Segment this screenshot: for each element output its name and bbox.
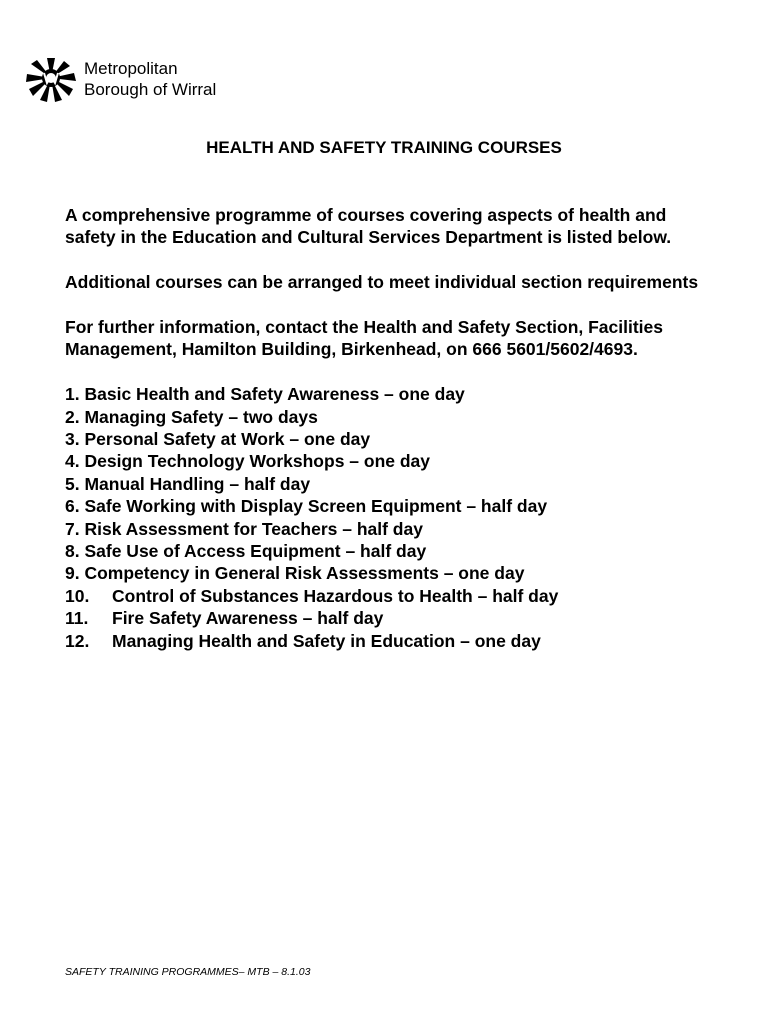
wirral-sunburst-logo-icon <box>24 56 78 104</box>
course-text: Competency in General Risk Assessments – one day <box>84 563 525 584</box>
course-number: 2. <box>65 406 80 427</box>
course-text: Manual Handling – half day <box>84 473 311 494</box>
course-text: Safe Use of Access Equipment – half day <box>84 541 427 562</box>
course-text: Risk Assessment for Teachers – half day <box>84 518 423 539</box>
course-item <box>65 607 705 629</box>
course-number: 4. <box>65 451 80 472</box>
org-name-line1: Metropolitan <box>84 59 178 78</box>
course-item <box>65 585 705 607</box>
org-name-line2: Borough of Wirral <box>84 80 217 99</box>
course-number: 11. <box>65 608 89 629</box>
course-item <box>65 540 705 562</box>
course-number: 3. <box>65 429 80 450</box>
course-item <box>65 518 705 540</box>
course-text: Managing Safety – two days <box>84 406 318 427</box>
course-number: 6. <box>65 496 80 517</box>
course-list <box>65 383 705 652</box>
intro-paragraph: A comprehensive programme of courses covering aspects of health and safety in the Education and Cultural Services Department is listed below. <box>65 205 672 248</box>
course-text: Control of Substances Hazardous to Health – half day <box>112 585 559 606</box>
course-number: 12. <box>65 630 90 651</box>
course-item <box>65 495 705 517</box>
course-item <box>65 450 705 472</box>
course-number: 8. <box>65 541 80 562</box>
document-title: HEALTH AND SAFETY TRAINING COURSES <box>206 138 562 157</box>
course-number: 5. <box>65 473 80 494</box>
course-text: Managing Health and Safety in Education – one day <box>112 630 541 651</box>
course-text: Fire Safety Awareness – half day <box>112 608 384 629</box>
additional-courses-paragraph: Additional courses can be arranged to meet individual section requirements <box>65 272 699 293</box>
course-item <box>65 406 705 428</box>
course-item <box>65 473 705 495</box>
course-text: Personal Safety at Work – one day <box>84 429 371 450</box>
course-item <box>65 383 705 405</box>
footer-reference: SAFETY TRAINING PROGRAMMES– MTB – 8.1.03 <box>65 966 311 978</box>
course-item <box>65 428 705 450</box>
course-text: Design Technology Workshops – one day <box>84 451 431 472</box>
course-number: 9. <box>65 563 80 584</box>
course-item <box>65 562 705 584</box>
course-text: Safe Working with Display Screen Equipment – half day <box>84 496 548 517</box>
course-text: Basic Health and Safety Awareness – one day <box>84 384 465 405</box>
document-body <box>65 204 705 652</box>
course-number: 10. <box>65 585 90 606</box>
course-number: 1. <box>65 384 80 405</box>
course-number: 7. <box>65 518 80 539</box>
contact-paragraph: For further information, contact the Health and Safety Section, Facilities Management, Hamilton Building, Birkenhead, on 666 5601/5602/4693. <box>65 317 664 360</box>
course-item <box>65 630 705 652</box>
org-name <box>84 58 216 100</box>
